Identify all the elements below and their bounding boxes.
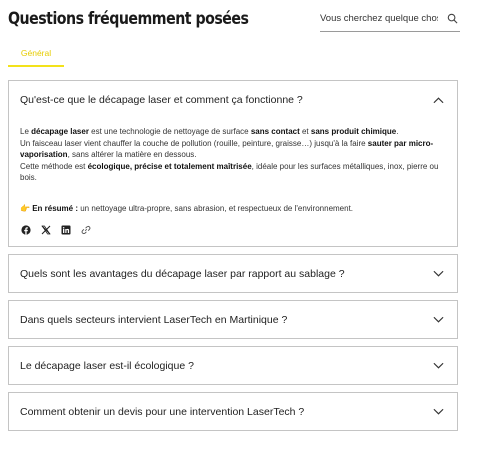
answer-summary: 👉 En résumé : un nettoyage ultra-propre, sans abrasion, et respectueux de l'environnement.	[20, 204, 354, 213]
answer-paragraph-3: Cette méthode est écologique, précise et totalement maîtrisée, idéale pour les surfaces métalliques, inox, pierre ou bois.	[20, 161, 439, 183]
chevron-down-icon[interactable]	[433, 362, 444, 370]
faq-item-3[interactable]	[8, 300, 458, 339]
chevron-down-icon[interactable]	[433, 316, 444, 324]
faq-item-1	[8, 80, 458, 247]
search-icon[interactable]	[447, 13, 458, 24]
chevron-down-icon[interactable]	[433, 270, 444, 278]
tab-general[interactable]: Général	[8, 45, 64, 67]
faq-answer-1	[20, 126, 440, 184]
faq-question-1[interactable]: Qu'est-ce que le décapage laser et comment ça fonctionne ?	[20, 94, 303, 106]
x-icon[interactable]	[41, 222, 51, 232]
link-icon[interactable]	[81, 222, 91, 232]
faq-question-2[interactable]: Quels sont les avantages du décapage laser par rapport au sablage ?	[20, 268, 345, 280]
linkedin-icon[interactable]	[61, 222, 71, 232]
faq-item-2[interactable]	[8, 254, 458, 293]
search-input[interactable]	[320, 13, 438, 28]
faq-question-5[interactable]: Comment obtenir un devis pour une intervention LaserTech ?	[20, 406, 305, 418]
faq-question-4[interactable]: Le décapage laser est-il écologique ?	[20, 360, 194, 372]
chevron-down-icon[interactable]	[433, 408, 444, 416]
faq-question-3[interactable]: Dans quels secteurs intervient LaserTech en Martinique ?	[20, 314, 288, 326]
page-title: Questions fréquemment posées	[8, 9, 249, 28]
chevron-up-icon[interactable]	[433, 96, 444, 104]
share-bar	[21, 222, 91, 232]
answer-paragraph-2: Un faisceau laser vient chauffer la couche de pollution (rouille, peinture, graisse…) jusqu'à la faire sauter par micro-vaporisation, sans altérer la matière en dessous.	[20, 138, 434, 160]
faq-item-4[interactable]	[8, 346, 458, 385]
answer-paragraph-1: Le décapage laser est une technologie de nettoyage de surface sans contact et sans produit chimique.	[20, 127, 399, 136]
faq-item-5[interactable]	[8, 392, 458, 431]
facebook-icon[interactable]	[21, 222, 31, 232]
search-box[interactable]	[320, 10, 460, 32]
pointing-hand-icon: 👉	[20, 204, 30, 213]
